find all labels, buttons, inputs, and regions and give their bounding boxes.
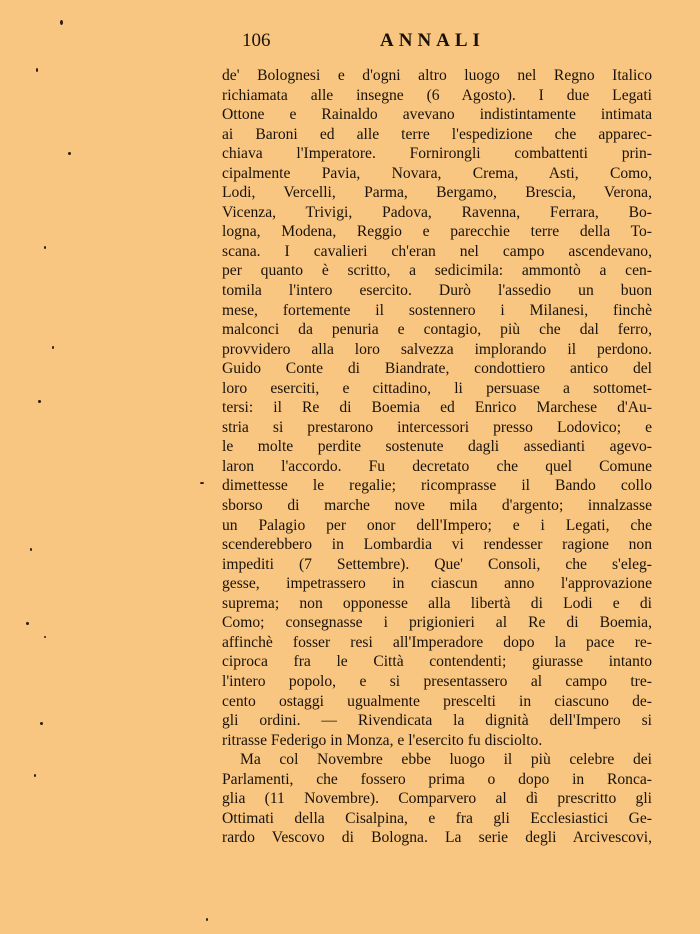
ink-speck (52, 346, 54, 349)
text-line: de' Bolognesi e d'ogni altro luogo nel Regno Italico (222, 67, 652, 84)
text-line: malconci da penuria e contagio, più che dal ferro, (222, 321, 652, 339)
text-line: affinchè fosser resi all'Imperadore dopo la pace re- (222, 633, 652, 651)
running-head: ANNALI (380, 30, 485, 51)
text-line: glia (11 Novembre). Comparvero al dì prescritto gli (222, 790, 652, 808)
text-line: Guido Conte di Biandrate, condottiero antico del (222, 360, 652, 378)
text-line: Vicenza, Trivigi, Padova, Ravenna, Ferrara, Bo- (222, 203, 652, 221)
page-number: 106 (242, 30, 271, 51)
text-line: scenderebbero in Lombardia vi rendesser ragione non (222, 536, 652, 554)
text-line: chiava l'Imperatore. Fornirongli combattenti prin- (222, 145, 652, 163)
text-line: l'intero popolo, e si presentassero al campo tre- (222, 672, 652, 690)
text-line: Ottimati della Cisalpina, e fra gli Ecclesiastici Ge- (222, 809, 652, 827)
ink-speck (30, 548, 32, 551)
ink-speck (26, 622, 29, 625)
text-line: logna, Modena, Reggio e parecchie terre della To- (222, 223, 652, 241)
text-line: cento ostaggi ugualmente prescelti in ciascuno de- (222, 692, 652, 710)
text-line: impediti (7 Settembre). Que' Consoli, che s'eleg- (222, 555, 652, 573)
text-line: scana. I cavalieri ch'eran nel campo ascendevano, (222, 242, 652, 260)
ink-speck (40, 722, 43, 725)
text-line: ai Baroni ed alle terre l'espedizione che apparec- (222, 125, 652, 143)
page-header (222, 30, 652, 60)
text-line: cipalmente Pavia, Novara, Crema, Asti, Como, (222, 164, 652, 182)
ink-speck (38, 400, 41, 403)
text-line: laron l'accordo. Fu decretato che quel Comune (222, 457, 652, 475)
ink-speck (60, 20, 63, 25)
text-line: rardo Vescovo di Bologna. La serie degli Arcivescovi, (222, 829, 652, 847)
ink-speck (34, 774, 36, 777)
text-line: sborso di marche nove mila d'argento; innalzasse (222, 497, 652, 515)
ink-speck (44, 636, 46, 638)
text-line: Ottone e Rainaldo avevano indistintamente intimata (222, 106, 652, 124)
ink-speck (44, 246, 46, 249)
body-text (222, 66, 652, 848)
text-line: stria si prestarono intercessori presso Lodovico; e (222, 418, 652, 436)
ink-speck (206, 918, 208, 921)
text-line: suprema; non opponesse alla libertà di Lodi e di (222, 594, 652, 612)
text-line: le molte perdite sostenute dagli assedianti agevo- (222, 438, 652, 456)
text-line: gesse, impetrassero in ciascun anno l'approvazione (222, 575, 652, 593)
text-line: tersi: il Re di Boemia ed Enrico Marchese d'Au- (222, 399, 652, 417)
text-line: loro eserciti, e cittadino, li persuase a sottomet- (222, 379, 652, 397)
text-line: ciproca fra le Città contendenti; giurasse intanto (222, 653, 652, 671)
text-line: dimettesse le regalie; ricomprasse il Bando collo (222, 477, 652, 495)
ink-speck (68, 152, 71, 155)
text-line: Como; consegnasse i prigionieri al Re di Boemia, (222, 614, 652, 632)
text-line: Lodi, Vercelli, Parma, Bergamo, Brescia, Verona, (222, 184, 652, 202)
text-line: Ma col Novembre ebbe luogo il più celebre dei (240, 751, 652, 769)
text-line: ritrasse Federigo in Monza, e l'esercito fu disciolto. (222, 731, 543, 749)
text-line: tomila l'intero esercito. Durò l'assedio un buon (222, 282, 652, 300)
text-line: mese, fortemente il sostennero i Milanesi, finchè (222, 301, 652, 319)
text-line: un Palagio per onor dell'Impero; e i Legati, che (222, 516, 652, 534)
ink-speck (200, 482, 204, 484)
text-line: Parlamenti, che fossero prima o dopo in Ronca- (222, 770, 652, 788)
text-line: per quanto è scritto, a sedicimila: ammontò a cen- (222, 262, 652, 280)
text-line: provvidero alla loro salvezza implorando il perdono. (222, 340, 652, 358)
text-line: richiamata alle insegne (6 Agosto). I due Legati (222, 86, 652, 104)
text-line: gli ordini. — Rivendicata la dignità dell'Impero si (222, 712, 652, 730)
ink-speck (36, 68, 38, 72)
